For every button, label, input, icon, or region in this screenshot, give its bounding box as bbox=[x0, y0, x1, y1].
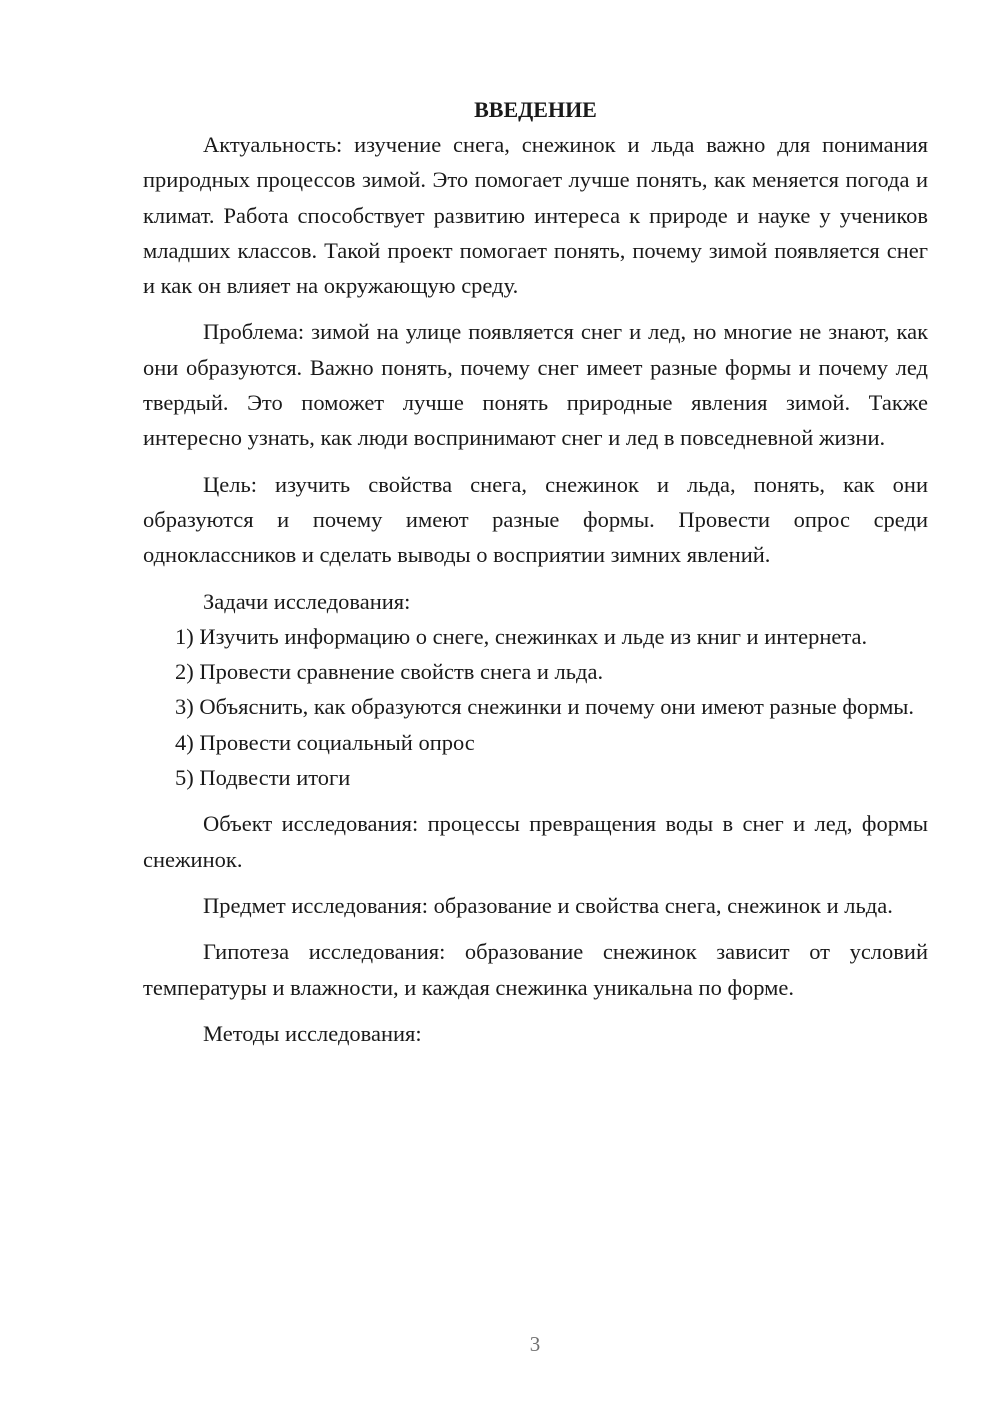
task-item-3: 3) Объяснить, как образуются снежинки и почему они имеют разные формы. bbox=[175, 694, 915, 720]
task-item-5: 5) Подвести итоги bbox=[175, 765, 351, 791]
section-title: ВВЕДЕНИЕ bbox=[474, 97, 597, 122]
subject-paragraph: Предмет исследования: образование и свойства снега, снежинок и льда. bbox=[203, 892, 893, 918]
task-item-4: 4) Провести социальный опрос bbox=[175, 729, 475, 755]
task-item-2: 2) Провести сравнение свойств снега и льда. bbox=[175, 659, 604, 685]
methods-heading: Методы исследования: bbox=[203, 1020, 422, 1046]
object-paragraph: Объект исследования: процессы превращения воды в снег и лед, формы снежинок. bbox=[143, 811, 928, 872]
goal-paragraph: Цель: изучить свойства снега, снежинок и льда, понять, как они образуются и почему имеют разные формы. Провести опрос среди одноклассников и сделать выводы о восприятии зимних явлений. bbox=[143, 471, 928, 568]
hypothesis-paragraph: Гипотеза исследования: образование снежинок зависит от условий температуры и влажности, и каждая снежинка уникальна по форме. bbox=[143, 939, 928, 1000]
relevance-paragraph: Актуальность: изучение снега, снежинок и льда важно для понимания природных процессов зимой. Это помогает лучше понять, как меняется погода и климат. Работа способствует развитию интереса к природе и науке у учеников младших классов. Такой проект помогает понять, почему зимой появляется снег и как он влияет на окружающую среду. bbox=[143, 132, 928, 299]
tasks-heading: Задачи исследования: bbox=[203, 588, 411, 614]
page-number: 3 bbox=[529, 1332, 541, 1356]
problem-paragraph: Проблема: зимой на улице появляется снег и лед, но многие не знают, как они образуются. Важно понять, почему снег имеет разные формы и почему лед твердый. Это поможет лучше понять природные явления зимой. Также интересно узнать, как люди воспринимают снег и лед в повседневной жизни. bbox=[143, 319, 928, 451]
document-page bbox=[143, 92, 928, 1051]
task-item-1: 1) Изучить информацию о снеге, снежинках и льде из книг и интернета. bbox=[175, 623, 868, 649]
